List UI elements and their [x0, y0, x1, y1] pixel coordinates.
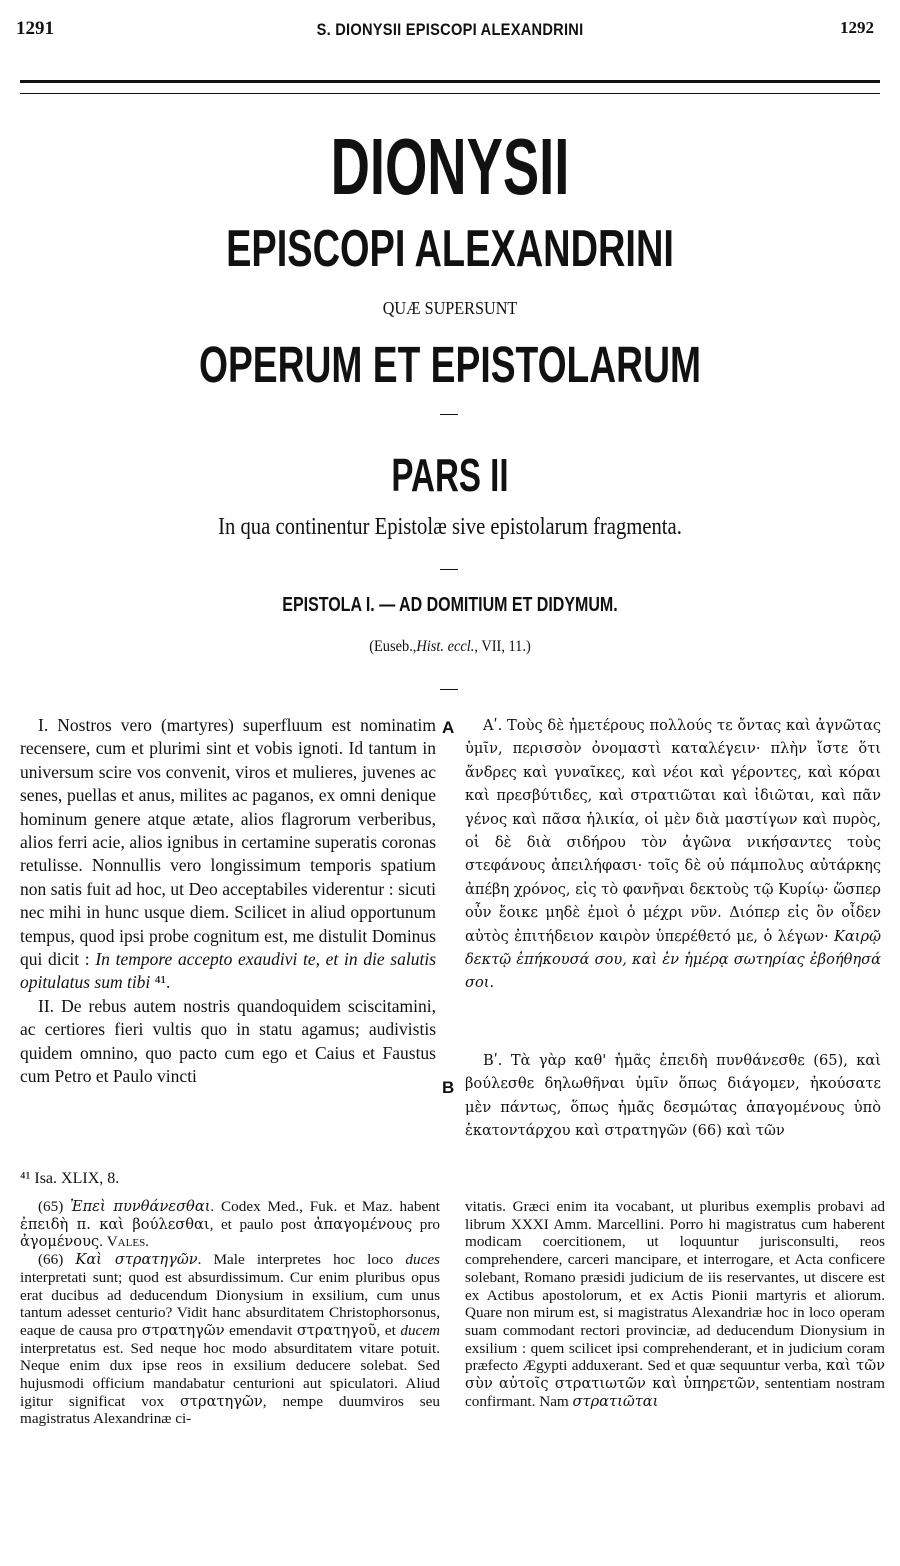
margin-letter-a: A	[442, 718, 455, 737]
note-66-greek-2: στρατηγῶν	[141, 1321, 225, 1339]
note-66-text-a: . Male interpretes hoc loco	[197, 1251, 406, 1269]
greek-column	[465, 714, 881, 1143]
title-dionysii: DIONYSII	[330, 122, 570, 211]
title-pars: PARS II	[391, 449, 509, 501]
note-66-greek-3: στρατηγοῦ	[296, 1321, 377, 1339]
title-quae-supersunt: QUÆ SUPERSUNT	[382, 298, 518, 318]
margin-letter-b: B	[442, 1078, 455, 1097]
note-65-greek-4: ἀγομένους	[20, 1233, 100, 1251]
page-number-left: 1291	[16, 18, 54, 39]
note-column-right	[465, 1198, 885, 1410]
greek-p1-text: Αʹ. Τοὺς δὲ ἡμετέρους πολλούς τε ὄντας καὶ ἀγνῶτας ὑμῖν, περισσὸν ὀνομαστὶ καταλέγειν· πλὴν ἴστε ὅτι ἄνδρες καὶ γυναῖκες, καὶ νέοι καὶ γέροντες, καὶ κόραι καὶ πρεσβύτιδες, καὶ στρατιῶται καὶ ἰδιῶται, καὶ πᾶν γένος καὶ πᾶσα ἡλικία, οἱ μὲν διὰ μαστίγων καὶ πυρὸς, οἱ δὲ διὰ σιδήρου τὸν ἀγῶνα νικήσαντες τοὺς στεφάνους ἀπειλήφασι· τοῖς δὲ οὐ πάμπολυς αὐτάρκης ἀπέβη χρόνος, εἰς τὸ φανῆναι δεκτοὺς τῷ Κυρίῳ· ὥσπερ οὖν ἔοικε μηδὲ ἐμοὶ ὁ μέχρι νῦν. Διόπερ εἰς ὃν οἶδεν αὐτὸς ἐπιτήδειον καιρὸν ὑπερέθετό με, ὁ λέγων·	[465, 717, 881, 945]
latin-column	[20, 714, 436, 1089]
running-head	[16, 14, 884, 44]
note-65-text-a: . Codex Med., Fuk. et Maz. habent	[210, 1198, 440, 1215]
title-dash-3	[440, 689, 458, 690]
note-66-italic-2: ducem	[400, 1321, 440, 1339]
citation-work: Hist. eccl.	[416, 638, 475, 655]
footnote-isaiah: ⁴¹ Isa. XLIX, 8.	[20, 1170, 120, 1187]
title-subtitle: In qua continentur Epistolæ sive epistolarum fragmenta.	[218, 514, 682, 540]
greek-paragraph-1	[465, 714, 881, 995]
note-66-continued	[465, 1198, 885, 1410]
page-number-right: 1292	[840, 18, 874, 37]
note-65	[20, 1198, 440, 1251]
latin-p1-text: I. Nostros vero (martyres) superfluum est nominatim recensere, cum et plurimi sint et vobis ignoti. Id tantum in universum scire vos convenit, viros et mulieres, juvenes ac senes, puellas et anus, milites ac paganos, ex omni denique hominum genere atque ætate, alios flagrorum verberibus, alios ferri acie, alios ignibus in certamine superatis coronas retulisse. Nonnullis vero longissimum temporis spatium non satis fuit ad hoc, ut Deo acceptabiles viderentur : sicuti nec mihi in hunc usque diem. Scilicet in aliud opportunum tempus, quod ipsi probe cognitum est, me distulit Dominus qui dicit :	[20, 715, 436, 970]
latin-p1-footnote-mark: ⁴¹.	[150, 972, 171, 993]
latin-p1-quote: In tempore accepto exaudivi te, et in die salutis opitulatus sum tibi	[20, 949, 437, 993]
note-66	[20, 1251, 440, 1428]
epistle-citation	[45, 636, 855, 658]
title-dash-1	[440, 414, 458, 415]
note-66-text-c: emendavit	[224, 1321, 297, 1339]
note-66-cont-greek-2: στρατιῶται	[572, 1392, 659, 1410]
note-65-text-c: pro	[412, 1215, 441, 1233]
note-65-lemma: Ἐπεὶ πυνθάνεσθαι	[70, 1198, 211, 1215]
note-66-cont-greek: καὶ τῶν σὺν αὐτοῖς στρατιωτῶν καὶ ὑπηρετῶν	[465, 1357, 886, 1393]
title-dash-2	[440, 569, 458, 570]
citation-post: , VII, 11.)	[474, 638, 531, 655]
note-65-greek-3: ἀπαγομένους	[313, 1215, 413, 1233]
title-episcopi: EPISCOPI ALEXANDRINI	[226, 220, 674, 278]
title-operum: OPERUM ET EPISTOLARUM	[199, 336, 701, 393]
note-65-greek-2: ἐπειδὴ π. καὶ βούλεσθαι	[20, 1215, 210, 1233]
note-column-left	[20, 1198, 440, 1428]
citation-pre: (Euseb.,	[369, 638, 417, 655]
note-65-author: Vales.	[106, 1233, 149, 1251]
note-66-greek-4: στρατηγῶν	[179, 1392, 263, 1410]
note-66-text-e: interpretatus est. Sed neque hoc modo absurditatem vitare potuit. Neque enim dux ipse reos in exsilium deducere solebat. Sed hujusmodi officium mandabatur centurioni aut spiculatori. Aliud igitur significat vox	[20, 1339, 440, 1410]
note-66-text-b: interpretati sunt; quod est absurdissimum. Cur enim pluribus opus erat ducibus ad deducendum Dionysium in exsilium, cum unus tantum adesset centurio? Vidit hanc absurditatem Christophorsonus, eaque de causa pro	[20, 1268, 440, 1339]
latin-paragraph-1	[20, 714, 436, 995]
note-66-lemma: Καὶ στρατηγῶν	[75, 1251, 198, 1269]
header-rule	[20, 80, 880, 94]
note-65-text-b: , et paulo post	[209, 1215, 314, 1233]
note-66-italic-1: duces	[405, 1251, 440, 1269]
greek-p1-quote: Καιρῷ δεκτῷ ἐπήκουσά σου, καὶ ἐν ἡμέρᾳ σωτηρίας ἐβοήθησά σοι.	[465, 927, 881, 992]
note-66-cont-text-b: , sententiam nostram confirmant. Nam	[465, 1375, 885, 1410]
note-66-cont-text-a: vitatis. Græci enim ita vocabant, ut pluribus exemplis probavi ad librum XXXI Amm. Marcellini. Porro hi magistratus cum haberent modicam coercitionem, ut loquuntur jurisconsulti, reos comprehendere, carceri mancipare, et interrogare, et Acta conficere solebant, Romano præsidi judicium de iis reservantes, ut discere est ex Actibus apostolorum, et ex Actis Pionii martyris et aliorum. Quare non mirum est, si magistratus Alexandriæ hoc in loco operam suam commodant rectori provinciæ, ad deducendum Dionysium in exsilium : quem scilicet ipsi comprehenderant, et in judicium coram præfecto Ægypti adduxerant. Sed et quæ sequuntur verba,	[465, 1198, 885, 1375]
note-66-text-f: , nempe duumviros seu magistratus Alexandrinæ ci-	[20, 1392, 441, 1428]
greek-paragraph-2: Βʹ. Τὰ γὰρ καθ' ἡμᾶς ἐπειδὴ πυνθάνεσθε (65), καὶ βούλεσθε δηλωθῆναι ὑμῖν ὅπως διάγομεν, ἠκούσατε μὲν πάντως, ὅπως ἡμᾶς δεσμώτας ἀπαγομένους ὑπὸ ἑκατοντάρχου καὶ στρατηγῶν (66) καὶ τῶν	[465, 1051, 881, 1140]
note-66-number: (66)	[38, 1251, 76, 1269]
note-66-text-d: , et	[376, 1321, 401, 1339]
epistle-heading: EPISTOLA I. — AD DOMITIUM ET DIDYMUM.	[282, 594, 618, 616]
note-65-text-d: .	[99, 1233, 107, 1251]
note-65-number: (65)	[38, 1198, 71, 1215]
running-title: S. DIONYSII EPISCOPI ALEXANDRINI	[316, 20, 584, 39]
latin-paragraph-2: II. De rebus autem nostris quandoquidem sciscitamini, ac certiores fieri vultis quo in statu agamus; audivistis quidem omnino, quo pacto cum ego et Caius et Faustus cum Petro et Paulo vincti	[20, 995, 436, 1087]
